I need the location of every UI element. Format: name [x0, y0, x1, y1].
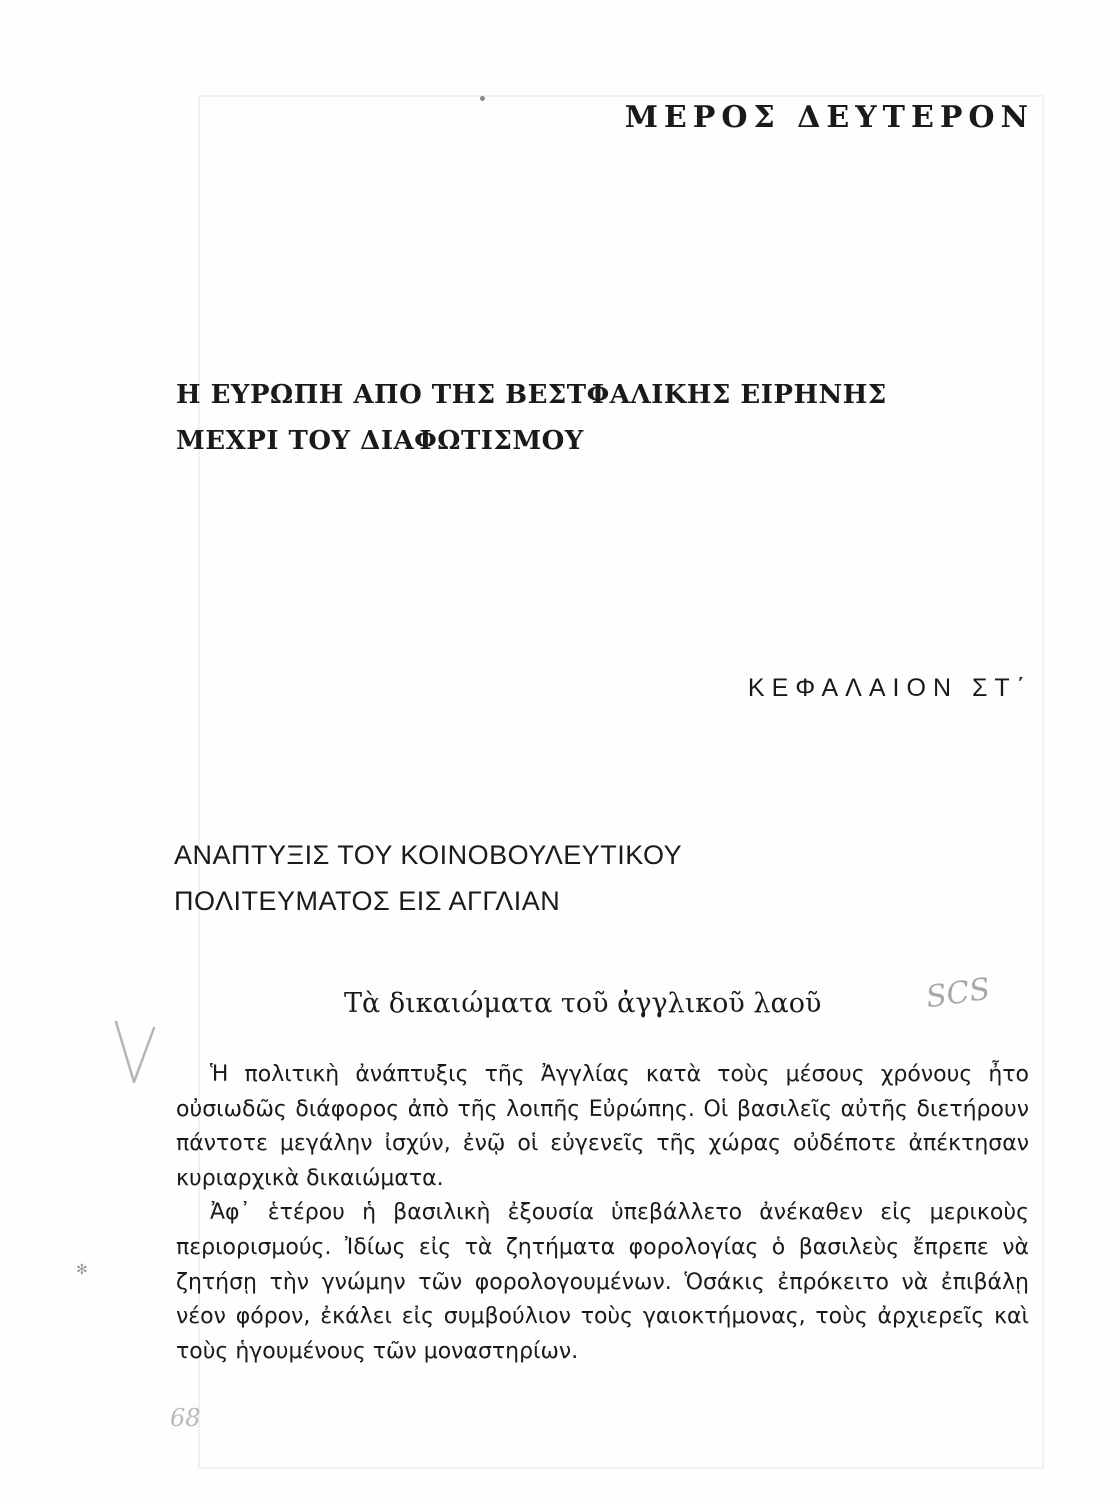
page-number: 68 — [170, 1404, 201, 1432]
ink-speck: ✻ — [76, 1262, 88, 1278]
chapter-title-line-1: ΑΝΑΠΤΥΞΙΣ ΤΟΥ ΚΟΙΝΟΒΟΥΛΕΥΤΙΚΟΥ — [174, 840, 683, 870]
handwritten-annotation: SCS — [923, 971, 993, 1016]
paragraph-1: Ἡ πολιτικὴ ἀνάπτυξις τῆς Ἀγγλίας κατὰ τοὺς μέσους χρόνους ἦτο οὐσιωδῶς διάφορος ἀπὸ τῆς λοιπῆς Εὐρώπης. Οἱ βασιλεῖς αὐτῆς διετήρουν πάντοτε μεγάλην ἰσχύν, ἐνῷ οἱ εὐγενεῖς τῆς χώρας οὐδέποτε ἀπέκτησαν κυριαρχικὰ δικαιώματα. — [176, 1062, 1029, 1191]
main-title — [176, 372, 887, 464]
chapter-label: ΚΕΦΑΛΑΙΟΝ ΣΤ΄ — [747, 674, 1032, 702]
paragraph-2: Ἀφ᾿ ἑτέρου ἡ βασιλικὴ ἐξουσία ὑπεβάλλετο ἀνέκαθεν εἰς μερικοὺς περιορισμούς. Ἰδίως εἰς τὰ ζητήματα φορολογίας ὁ βασιλεὺς ἔπρεπε νὰ ζητήσῃ τὴν γνώμην τῶν φορολογουμένων. Ὁσάκις ἐπρόκειτο νὰ ἐπιβάλῃ νέον φόρον, ἐκάλει εἰς συμβούλιον τοὺς γαιοκτήμονας, τοὺς ἀρχιερεῖς καὶ τοὺς ἡγουμένους τῶν μοναστηρίων. — [176, 1200, 1029, 1364]
chapter-title-line-2: ΠΟΛΙΤΕΥΜΑΤΟΣ ΕΙΣ ΑΓΓΛΙΑΝ — [174, 886, 561, 916]
pencil-check-mark-icon — [112, 1018, 158, 1088]
body-text — [176, 1058, 1029, 1369]
main-title-line-2: ΜΕΧΡΙ ΤΟΥ ΔΙΑΦΩΤΙΣΜΟΥ — [176, 426, 584, 456]
ink-dot — [480, 96, 485, 101]
main-title-line-1: Η ΕΥΡΩΠΗ ΑΠΟ ΤΗΣ ΒΕΣΤΦΑΛΙΚΗΣ ΕΙΡΗΝΗΣ — [176, 380, 887, 410]
chapter-title — [174, 832, 682, 924]
section-heading: Τὰ δικαιώματα τοῦ ἀγγλικοῦ λαοῦ — [344, 988, 822, 1019]
part-title: ΜΕΡΟΣ ΔΕΥΤΕΡΟΝ — [624, 100, 1034, 135]
